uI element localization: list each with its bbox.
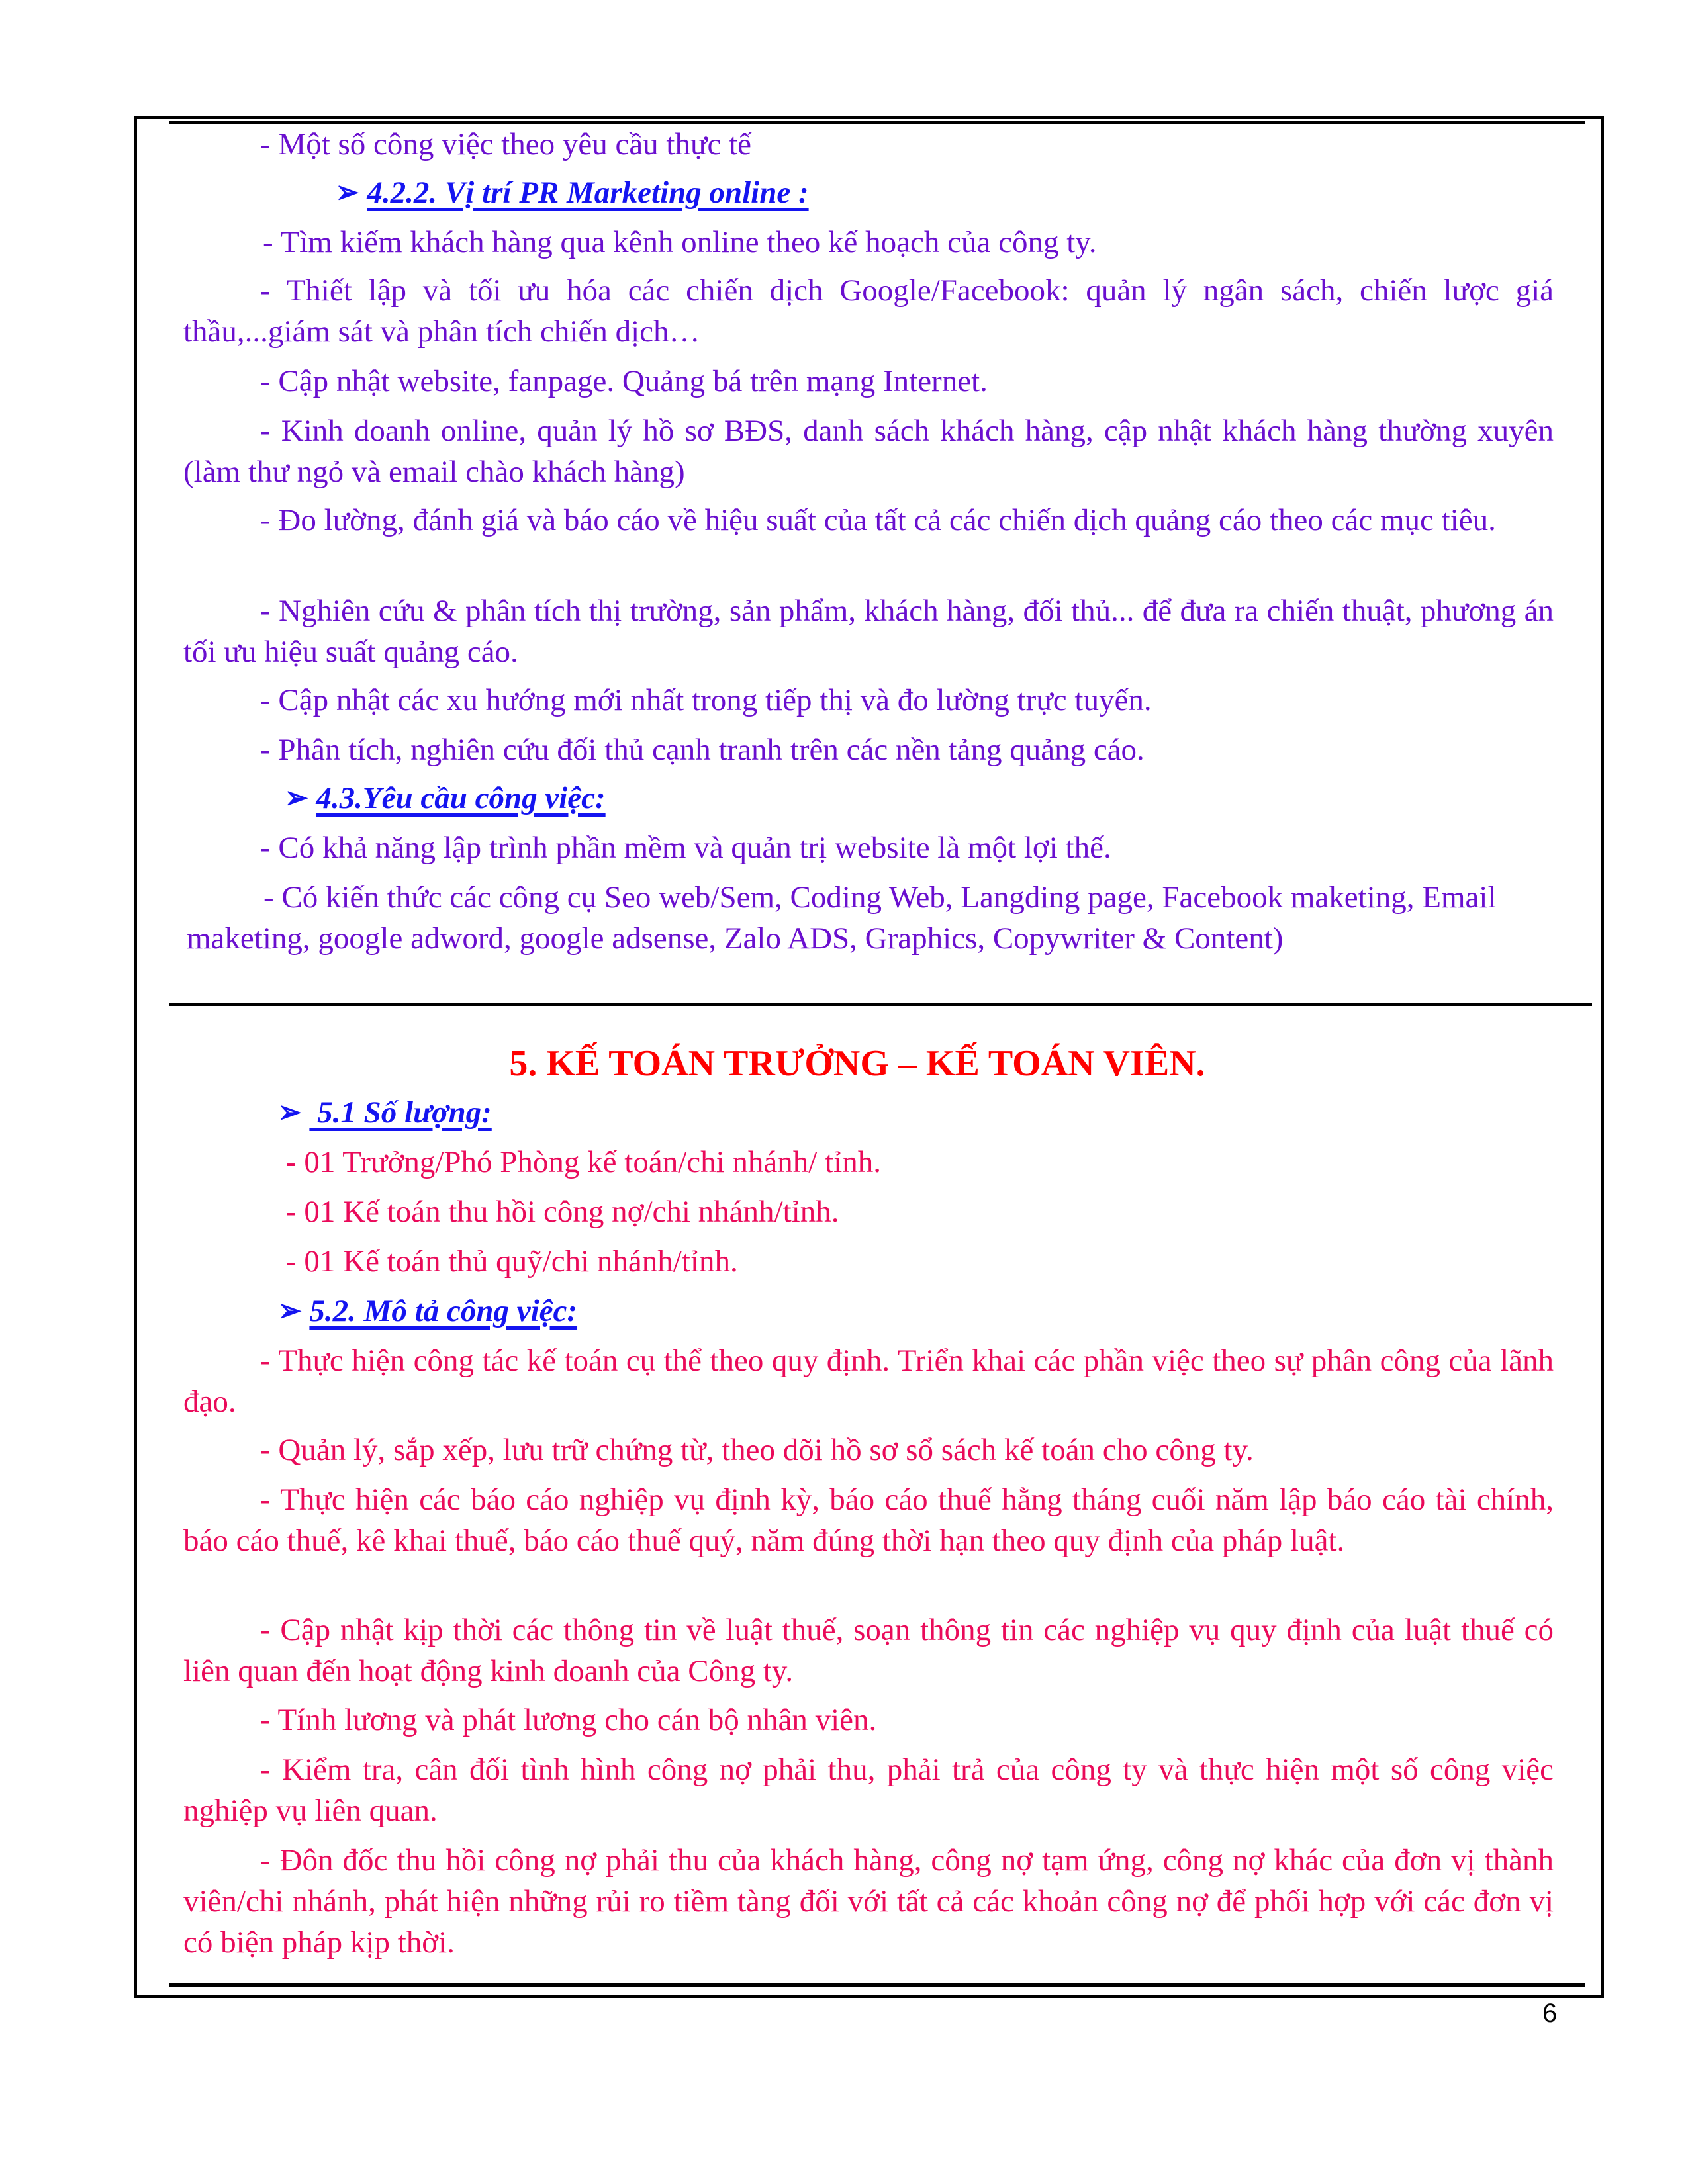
list-item: - Đo lường, đánh giá và báo cáo về hiệu suất của tất cả các chiến dịch quảng cáo theo các mục tiêu. — [260, 503, 1496, 537]
list-item: - Thiết lập và tối ưu hóa các chiến dịch Google/Facebook: quản lý ngân sách, chiến lược giá thầu,...giám sát và phân tích chiến dịch… — [183, 273, 1554, 349]
subheading-5-2 — [277, 1291, 577, 1332]
quantity-item — [286, 1142, 881, 1183]
subheading-4-3-link — [283, 781, 606, 815]
quantity-item — [286, 1191, 839, 1232]
arrowhead-bullet-icon: ➢ — [335, 175, 359, 210]
quantity-item — [286, 1241, 738, 1282]
subheading-5-1 — [277, 1092, 492, 1133]
list-item: - Kiểm tra, cân đối tình hình công nợ phải thu, phải trả của công ty và thực hiện một số công việc nghiệp vụ liên quan. — [183, 1752, 1554, 1828]
list-item: - Thực hiện các báo cáo nghiệp vụ định kỳ, báo cáo thuế hằng tháng cuối năm lập báo cáo tài chính, báo cáo thuế, kê khai thuế, báo cáo thuế quý, năm đúng thời hạn theo quy định của pháp luật. — [183, 1482, 1554, 1558]
quantity-item-dash: - — [286, 1195, 297, 1229]
list-item: - Cập nhật các xu hướng mới nhất trong tiếp thị và đo lường trực tuyến. — [260, 683, 1152, 717]
subheading-4-2-2 — [334, 172, 809, 213]
subheading-5-2-label: 5.2. Mô tả công việc: — [309, 1294, 578, 1328]
list-item: - Kinh doanh online, quản lý hồ sơ BĐS, danh sách khách hàng, cập nhật khách hàng thường xuyên (làm thư ngỏ và email chào khách hàng) — [183, 414, 1554, 489]
quantity-item-dash: - — [286, 1244, 297, 1279]
subheading-4-3-label: 4.3.Yêu cầu công việc: — [316, 781, 606, 815]
list-item: - Phân tích, nghiên cứu đối thủ cạnh tranh trên các nền tảng quảng cáo. — [260, 733, 1145, 767]
bottom-divider-line — [169, 1983, 1585, 1987]
quantity-item-dash: - — [286, 1145, 297, 1179]
list-item: - Có khả năng lập trình phần mềm và quản trị website là một lợi thế. — [260, 831, 1111, 865]
list-item: - Quản lý, sắp xếp, lưu trữ chứng từ, theo dõi hồ sơ sổ sách kế toán cho công ty. — [260, 1433, 1254, 1467]
list-item: - Cập nhật website, fanpage. Quảng bá trên mạng Internet. — [260, 364, 988, 398]
list-item: - Tìm kiếm khách hàng qua kênh online theo kế hoạch của công ty. — [263, 225, 1097, 259]
subheading-4-3 — [283, 778, 606, 819]
arrowhead-bullet-icon: ➢ — [284, 781, 308, 815]
list-item: - Cập nhật kịp thời các thông tin về luật thuế, soạn thông tin các nghiệp vụ quy định của luật thuế có liên quan đến hoạt động kinh doanh của Công ty. — [183, 1613, 1554, 1688]
list-item-practical-tasks: - Một số công việc theo yêu cầu thực tế — [260, 127, 751, 161]
subheading-5-2-link — [277, 1294, 577, 1328]
list-item: - Nghiên cứu & phân tích thị trường, sản phẩm, khách hàng, đối thủ... để đưa ra chiến thuật, phương án tối ưu hiệu suất quảng cáo. — [183, 594, 1554, 669]
subheading-5-1-link — [277, 1095, 492, 1130]
list-item: - Thực hiện công tác kế toán cụ thể theo quy định. Triển khai các phần việc theo sự phân công của lãnh đạo. — [183, 1343, 1554, 1419]
subheading-4-2-2-label: 4.2.2. Vị trí PR Marketing online : — [367, 175, 809, 210]
quantity-item-text: 01 Kế toán thu hồi công nợ/chi nhánh/tỉnh. — [296, 1195, 839, 1229]
page-number: 6 — [1542, 1999, 1558, 2028]
list-item: - Có kiến thức các công cụ Seo web/Sem, Coding Web, Langding page, Facebook maketing, Email maketing, google adword, google adsense, Zalo ADS, Graphics, Copywriter & Content) — [187, 880, 1497, 956]
section-title: 5. KẾ TOÁN TRƯỞNG – KẾ TOÁN VIÊN. — [509, 1043, 1205, 1084]
section-divider-line — [169, 1003, 1592, 1006]
arrowhead-bullet-icon: ➢ — [277, 1294, 302, 1328]
list-item: - Đôn đốc thu hồi công nợ phải thu của khách hàng, công nợ tạm ứng, công nợ khác của đơn vị thành viên/chi nhánh, phát hiện những rủi ro tiềm tàng đối với tất cả các khoản công nợ để phối hợp với các đơn vị có biện pháp kịp thời. — [183, 1843, 1554, 1960]
list-item: - Tính lương và phát lương cho cán bộ nhân viên. — [260, 1703, 877, 1737]
quantity-item-text: 01 Trưởng/Phó Phòng kế toán/chi nhánh/ tỉnh. — [296, 1145, 881, 1179]
subheading-5-1-label: 5.1 Số lượng: — [309, 1095, 492, 1130]
arrowhead-bullet-icon: ➢ — [277, 1095, 302, 1130]
quantity-item-text: 01 Kế toán thủ quỹ/chi nhánh/tỉnh. — [296, 1244, 738, 1279]
subheading-4-2-2-link — [334, 175, 809, 210]
